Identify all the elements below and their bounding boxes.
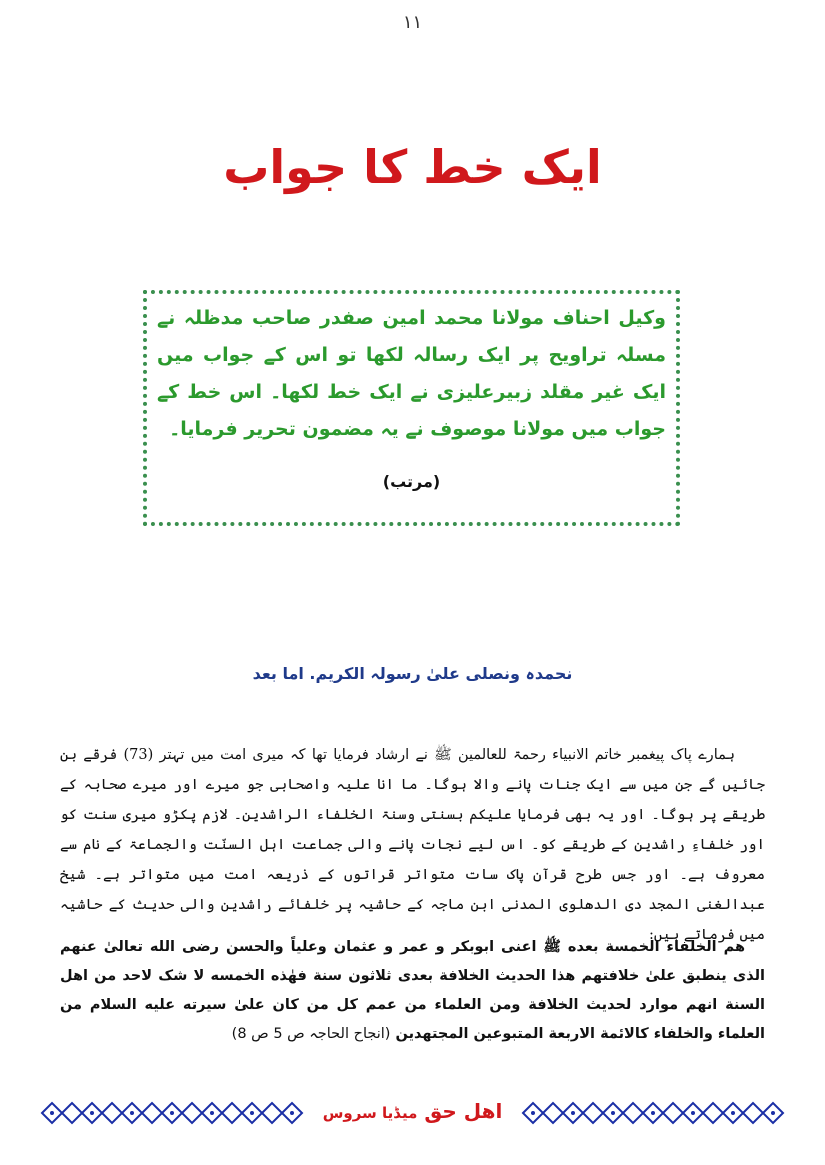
page-number: ۱۱	[402, 12, 423, 33]
footer-brand	[40, 1099, 785, 1123]
arabic-quotation-text: هم الخلفاء الخمسة بعده ﷺ اعنی ابوبکر و عمر و عثمان وعلياً والحسن رضى الله تعالیٰ عنهم الذى ينطبق علیٰ خلافتهم هذا الحديث الخلافة بعدى ثلاثون سنة فهٰذه الخمسه لا شک لاحد من اهل السنة انهم موارد لحديث الخلافة ومن العلماء من عمم كل من كان علیٰ سيرته عليه السلام من العلماء والخلفاء كالائمة الاربعة المتبوعين المجتهدين	[60, 939, 765, 1042]
body-paragraph: ہمارے پاک پیغمبر خاتم الانبیاء رحمۃ للعالمین ﷺ نے ارشاد فرمایا تھا کہ میری امت میں تہتر (73) فرقے بن جائیں گے جن میں سے ایک جنات پانے والا ہوگا۔ ما انا علیہ واصحابی جو میرے اور میرے صحابہ کے طریقے پر ہوگا۔ اور یہ بھی فرمایا علیکم بسنتی وسنۃ الخلفاء الراشدین۔ لازم پکڑو میری سنت کو اور خلفاءِ راشدین کے طریقے کو۔ اس لیے نجات پانے والی جماعت اہل السنّت والجماعۃ کے نام سے معروف ہے۔ اور جس طرح قرآن پاک سات متواتر قراتوں کے ذریعہ امت میں متواتر ہے۔ شیخ عبدالغنی المجد دی الدھلوی المدنی ابن ماجہ کے حاشیہ پر خلفائے راشدین والی حدیث کے حاشیہ میں فرماتے ہیں:	[60, 747, 765, 943]
footer-service-name: میڈیا سروس	[322, 1104, 418, 1122]
editor-note-box	[143, 290, 680, 526]
page-title: ایک خط کا جواب	[223, 140, 602, 194]
editor-note-credit: (مرتب)	[382, 472, 441, 491]
opening-blessing: نحمدہ ونصلی علیٰ رسولہ الکریم. اما بعد	[252, 664, 573, 683]
footer-ornament	[40, 1093, 785, 1133]
body-text	[60, 740, 765, 950]
quotation-reference: (انجاح الحاجہ ص 5 ص 8)	[231, 1026, 391, 1042]
arabic-quotation	[60, 933, 765, 1049]
editor-note-text: وکیل احناف مولانا محمد امین صفدر صاحب مدظلہ نے مسلہ تراویح پر ایک رسالہ لکھا تو اس کے جواب میں ایک غیر مقلد زبیرعلیزی نے ایک خط لکھا۔ اس خط کے جواب میں مولانا موصوف نے یہ مضمون تحریر فرمایا۔	[157, 307, 666, 440]
footer-brand-name: اهل حق	[424, 1099, 503, 1123]
